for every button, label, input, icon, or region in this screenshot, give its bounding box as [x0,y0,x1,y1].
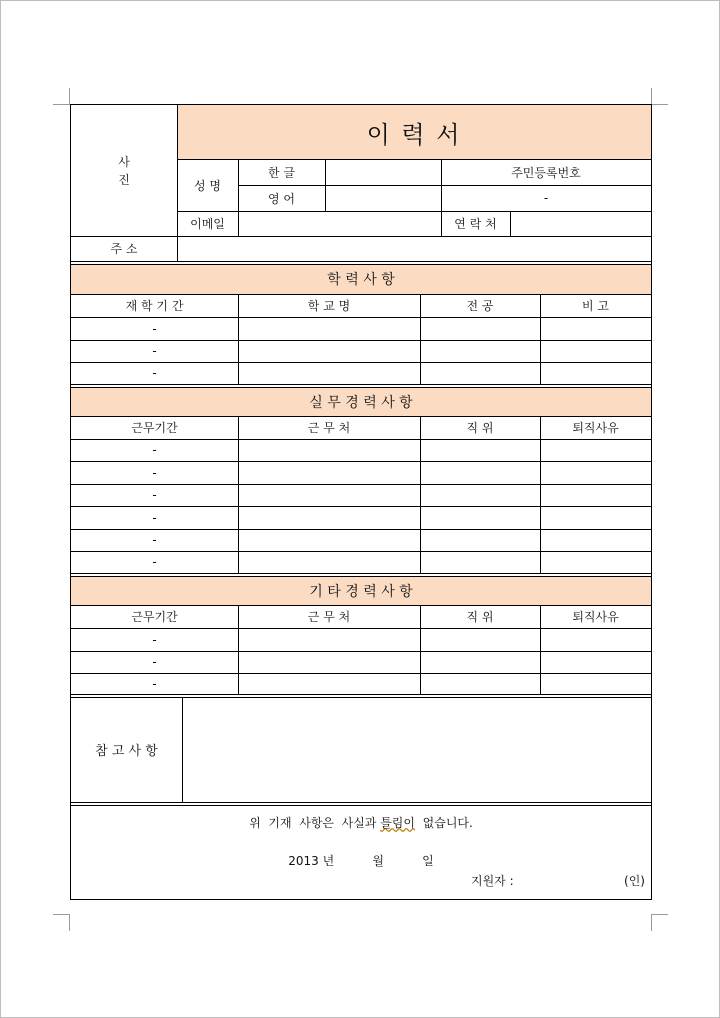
education-col-period: 재 학 기 간 [125,299,184,313]
name-label: 성 명 [194,178,221,193]
resident-number-field[interactable]: - [543,191,549,205]
work-col-position: 직 위 [466,421,494,435]
work-row-2-period[interactable]: - [152,465,157,480]
education-row-3-period[interactable]: - [152,366,157,380]
work-row-4-period[interactable]: - [152,510,157,525]
applicant-label: 지원자 : [471,873,514,888]
other-col-position: 직 위 [466,610,494,624]
email-label: 이메일 [190,217,225,231]
other-section-title: 기 타 경 력 사 항 [309,583,413,600]
other-row-3-period[interactable]: - [152,676,157,691]
other-row-1-period[interactable]: - [152,632,157,647]
statement-pre: 위 기재 사항은 사실과 [249,815,381,830]
address-field[interactable] [177,236,651,261]
other-col-company: 근 무 처 [307,610,351,624]
work-row-6-period[interactable]: - [152,555,157,569]
statement-mark: 틀림이 [380,815,415,830]
work-col-leave-reason: 퇴직사유 [572,421,619,435]
other-row-2-period[interactable]: - [152,655,157,669]
contact-field[interactable] [510,211,651,236]
statement-text [71,811,651,833]
applicant-field[interactable] [541,869,611,891]
education-row-2-period[interactable]: - [152,344,157,358]
work-section-title: 실 무 경 력 사 항 [309,394,413,411]
other-col-period: 근무기간 [131,610,178,624]
notes-field[interactable] [182,697,651,802]
crop-mark-top-right [651,88,668,105]
english-name-label: 영 어 [268,191,295,206]
resume-form [70,104,652,900]
korean-name-field[interactable] [325,159,441,185]
korean-name-label: 한 글 [268,165,295,180]
work-col-period: 근무기간 [131,421,178,435]
crop-mark-top-left [53,88,70,105]
form-title: 이 력 서 [366,120,462,149]
english-name-field[interactable] [325,185,441,211]
education-col-school: 학 교 명 [307,299,351,313]
statement-post: 없습니다. [415,815,473,830]
work-row-5-period[interactable]: - [152,533,157,547]
notes-label: 참 고 사 항 [95,744,158,759]
resident-number-label: 주민등록번호 [511,165,581,180]
address-label: 주 소 [110,242,138,256]
other-col-leave-reason: 퇴직사유 [572,610,619,624]
crop-mark-bottom-right [651,914,668,931]
email-field[interactable] [238,211,441,236]
work-col-company: 근 무 처 [307,421,351,435]
photo-label-2: 진 [118,172,130,187]
work-row-3-period[interactable]: - [152,488,157,502]
photo-box[interactable] [71,105,177,236]
photo-label-1: 사 [118,154,130,169]
education-section-title: 학 력 사 항 [327,272,395,288]
contact-label: 연 락 처 [454,217,497,231]
education-row-1-period[interactable]: - [152,321,157,336]
crop-mark-bottom-left [53,914,70,931]
education-col-major: 전 공 [466,299,494,313]
education-col-remarks: 비 고 [582,299,609,313]
work-row-1-period[interactable]: - [152,443,157,457]
date-line[interactable]: 2013 년 월 일 [288,853,434,868]
seal-label: (인) [624,873,645,888]
